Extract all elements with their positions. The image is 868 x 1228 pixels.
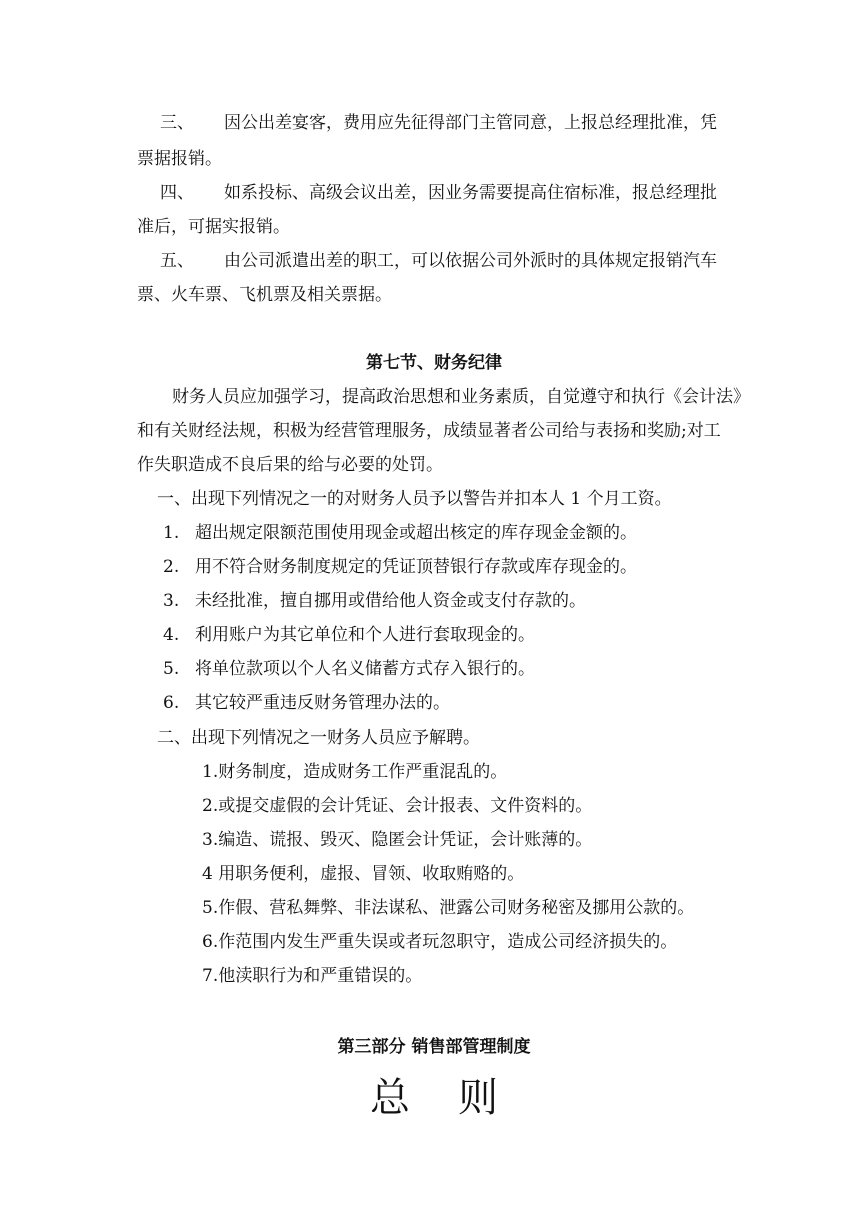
intro-line-2: 和有关财经法规，积极为经营管理服务，成绩显著者公司给与表扬和奖励;对工 <box>137 421 721 441</box>
clause-2-item-1: 1.财务制度，造成财务工作严重混乱的。 <box>202 762 508 782</box>
clause-1-item-3 <box>163 590 586 612</box>
travel-item-4-line2: 准后，可据实报销。 <box>137 217 290 237</box>
clause-1-item-5 <box>163 658 535 680</box>
clause-2-item-7: 7.他渎职行为和严重错误的。 <box>202 966 423 986</box>
section-title: 第七节、财务纪律 <box>366 353 502 373</box>
item-text: 未经批准，擅自挪用或借给他人资金或支付存款的。 <box>195 591 586 611</box>
clause-2-item-3: 3.编造、谎报、毁灭、隐匿会计凭证，会计账薄的。 <box>202 830 593 850</box>
item-number: 五、 <box>160 251 194 271</box>
clause-2-item-2: 2.或提交虚假的会计凭证、会计报表、文件资料的。 <box>202 796 593 816</box>
clause-1-item-4 <box>163 624 535 646</box>
item-number: 四、 <box>160 183 194 203</box>
clause-1-heading: 一、出现下列情况之一的对财务人员予以警告并扣本人 1 个月工资。 <box>157 489 672 509</box>
item-text: 用不符合财务制度规定的凭证顶替银行存款或库存现金的。 <box>195 557 637 577</box>
item-text: 因公出差宴客，费用应先征得部门主管同意，上报总经理批准，凭 <box>224 113 717 133</box>
item-number: 1. <box>163 523 180 543</box>
item-text: 利用账户为其它单位和个人进行套取现金的。 <box>195 625 535 645</box>
item-number: 三、 <box>160 113 194 133</box>
clause-2-item-5: 5.作假、营私舞弊、非法谋私、泄露公司财务秘密及挪用公款的。 <box>202 898 695 918</box>
travel-item-3-line1 <box>160 112 717 134</box>
item-number: 3. <box>163 591 180 611</box>
clause-1-item-2 <box>163 556 637 578</box>
intro-line-3: 作失职造成不良后果的给与必要的处罚。 <box>137 455 443 475</box>
travel-item-4-line1 <box>160 182 717 204</box>
part-title: 第三部分 销售部管理制度 <box>337 1037 531 1057</box>
travel-item-3-line2: 票据报销。 <box>137 149 222 169</box>
clause-1-item-1 <box>163 522 637 544</box>
clause-1-item-6 <box>163 692 450 714</box>
item-text: 其它较严重违反财务管理办法的。 <box>195 693 450 713</box>
item-text: 由公司派遣出差的职工，可以依据公司外派时的具体规定报销汽车 <box>224 251 717 271</box>
item-text: 超出规定限额范围使用现金或超出核定的库存现金金额的。 <box>195 523 637 543</box>
item-text: 如系投标、高级会议出差，因业务需要提高住宿标准，报总经理批 <box>224 183 717 203</box>
item-number: 4. <box>163 625 180 645</box>
clause-2-item-4: 4 用职务便利，虚报、冒领、收取贿赂的。 <box>202 864 525 884</box>
item-number: 5. <box>163 659 180 679</box>
travel-item-5-line2: 票、火车票、飞机票及相关票据。 <box>137 285 392 305</box>
item-number: 6. <box>163 693 180 713</box>
part-subtitle: 总则 <box>370 1075 546 1121</box>
item-text: 将单位款项以个人名义储蓄方式存入银行的。 <box>195 659 535 679</box>
travel-item-5-line1 <box>160 250 717 272</box>
intro-line-1: 财务人员应加强学习，提高政治思想和业务素质，自觉遵守和执行《会计法》 <box>172 387 750 407</box>
clause-2-heading: 二、出现下列情况之一财务人员应予解聘。 <box>157 728 480 748</box>
clause-2-item-6: 6.作范围内发生严重失误或者玩忽职守，造成公司经济损失的。 <box>202 932 678 952</box>
item-number: 2. <box>163 557 180 577</box>
